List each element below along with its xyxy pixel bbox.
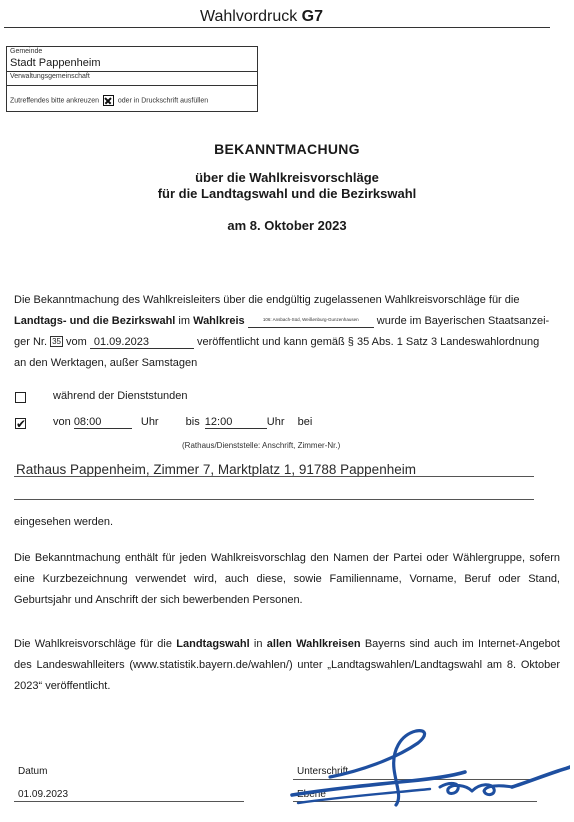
- from-time: 08:00: [74, 416, 132, 429]
- gemeinde-value: Stadt Pappenheim: [10, 57, 101, 69]
- ebene-label: Ebene: [297, 789, 326, 800]
- time-range-checkbox[interactable]: [15, 418, 26, 429]
- verwaltung-label: Verwaltungsgemeinschaft: [10, 73, 90, 80]
- verwaltung-row: [7, 71, 257, 86]
- datum-label: Datum: [18, 766, 48, 777]
- election-date: am 8. Oktober 2023: [227, 218, 347, 233]
- online-paragraph: Die Wahlkreisvorschläge für die Landtagswahl in allen Wahlkreisen Bayerns sind auch im Internet-Angebot des Landeswahlleiters (www.statistik.bayern.de/wahlen/) unter „Landtagswahlen/Landtagswahl am 8. Oktober 2023“ veröffentlicht.: [14, 638, 560, 692]
- wahlkreis-field: 106: Ansbach-Süd, Weißenburg-Gunzenhausen: [248, 314, 374, 328]
- gemeinde-label: Gemeinde: [10, 48, 43, 55]
- instruction-row: [7, 85, 257, 111]
- header-rule: [4, 27, 550, 28]
- page-subtitle: über die Wahlkreisvorschläge für die Landtagswahl und die Bezirkswahl: [157, 170, 417, 201]
- cross-box-icon: [103, 95, 114, 106]
- signature-label: Unterschrift: [297, 766, 349, 777]
- signature-icon: [290, 725, 570, 815]
- check-icon: ✔: [16, 417, 27, 431]
- address-line-1: [14, 476, 534, 477]
- gemeinde-row: [7, 47, 257, 72]
- office-hours-label: während der Dienststunden: [53, 390, 188, 402]
- to-time: 12:00: [205, 416, 267, 429]
- office-hours-checkbox[interactable]: [15, 392, 26, 403]
- eingesehen-text: eingesehen werden.: [14, 516, 114, 528]
- datum-line: [14, 801, 244, 802]
- address-text: Rathaus Pappenheim, Zimmer 7, Marktplatz 1, 91788 Pappenheim: [16, 462, 416, 477]
- page-title: BEKANNTMACHUNG: [214, 141, 360, 157]
- municipality-box: [6, 46, 258, 112]
- staatsanzeiger-number: 35: [52, 337, 61, 346]
- content-paragraph: Die Bekanntmachung enthält für jeden Wahlkreisvorschlag den Namen der Partei oder Wählergruppe, sofern eine Kurzbezeichnung verwendet wird, auch diese, sowie Familienname, Vorname, Beruf oder Stand, Geburtsjahr und Anschrift der sich bewerbenden Personen.: [14, 552, 560, 606]
- intro-paragraph: Die Bekanntmachung des Wahlkreisleiters über die endgültig zugelassenen Wahlkreisvorschläge für die Landtags- und die Bezirkswahl im Wahlkreis $^{106: Ansbach-Süd, Weißenburg-Gunzenhausen}$ wurde im Bayerischen Staatsanzei- ger Nr. 35 vom 01.09.2023 veröffentlicht und kann gemäß § 35 Abs. 1 Satz 3 Landeswahlordnung an den Werktagen, außer Samstagen: [14, 294, 550, 369]
- form-title: Wahlvordruck G7: [200, 8, 324, 25]
- publication-date: 01.09.2023: [90, 336, 194, 349]
- place-hint: (Rathaus/Dienststelle: Anschrift, Zimmer-Nr.): [182, 441, 341, 450]
- datum-value: 01.09.2023: [18, 789, 69, 800]
- instruction-hint: Zutreffendes bitte ankreuzen oder in Druckschrift ausfüllen: [10, 95, 208, 106]
- time-range-row: von 08:00 Uhr bis 12:00 Uhr bei: [53, 416, 313, 428]
- address-line-2: [14, 499, 534, 500]
